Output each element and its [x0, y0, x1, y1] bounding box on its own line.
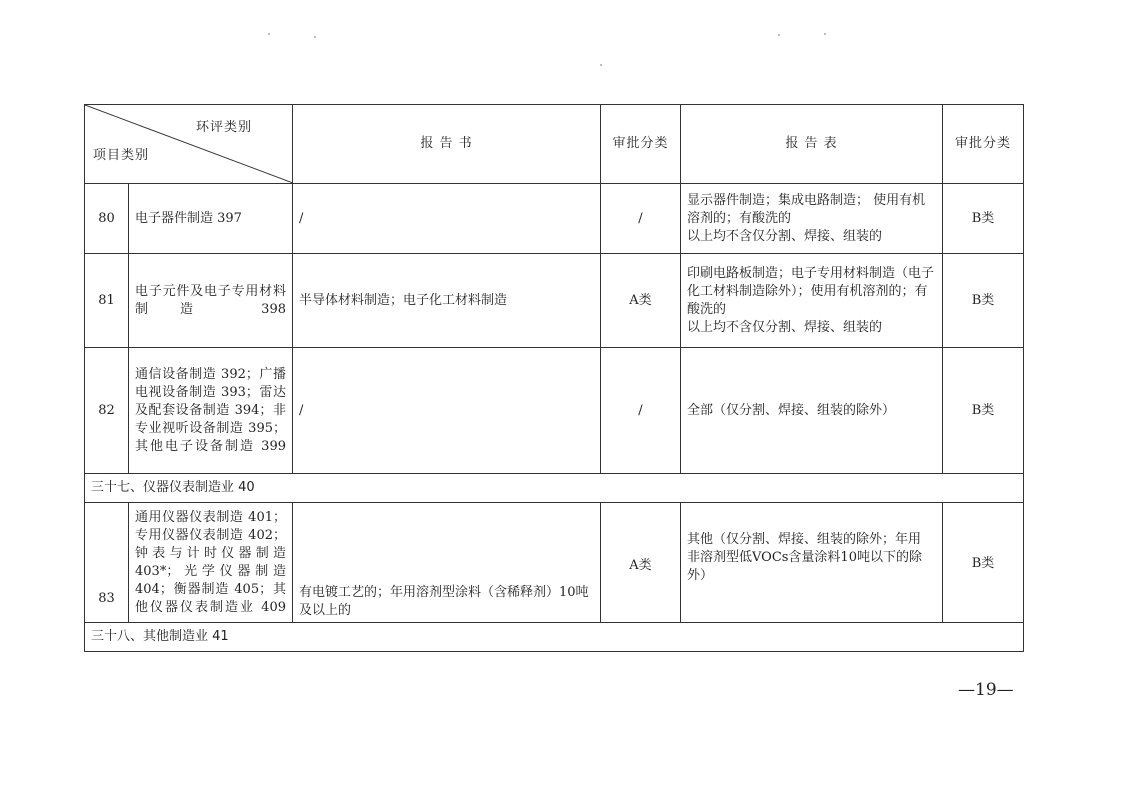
row-number: 81 [85, 254, 129, 348]
approval-class-form: B类 [943, 503, 1024, 623]
approval-class-book: / [601, 348, 681, 474]
approval-class-book: / [601, 184, 681, 254]
classification-table [84, 104, 1024, 652]
report-form-line: 以上均不含仅分割、焊接、组装的 [687, 228, 883, 244]
report-form-line: 外） [687, 568, 714, 583]
table-row [85, 254, 1024, 348]
header-report-form: 报 告 表 [681, 105, 943, 184]
scan-speck [600, 64, 602, 66]
approval-class-book: A类 [601, 254, 681, 348]
diagonal-line [85, 105, 293, 183]
report-form-line: 印刷电路板制造；电子专用材料制造（电子 [687, 265, 935, 281]
report-form-line: 其他（仅分割、焊接、组装的除外；年用 [687, 532, 922, 547]
approval-class-form: B类 [943, 184, 1024, 254]
header-project-category: 项目类别 [93, 148, 150, 163]
report-book-criteria: 有电镀工艺的；年用溶剂型涂料（含稀释剂）10吨及以上的 [293, 503, 601, 623]
report-book-criteria: / [293, 348, 601, 474]
header-approval-class-2: 审批分类 [943, 105, 1024, 184]
header-approval-class-1: 审批分类 [601, 105, 681, 184]
report-book-criteria: / [293, 184, 601, 254]
project-category: 通用仪器仪表制造 401；专用仪器仪表制造 402；钟表与计时仪器制造 403*；光学仪器制造 404；衡器制造 405；其他仪器仪表制造业 409 [129, 503, 293, 623]
approval-class-form: B类 [943, 348, 1024, 474]
report-form-line: 酸洗的 [687, 301, 727, 317]
report-form-criteria [681, 254, 943, 348]
row-number: 83 [85, 503, 129, 623]
report-form-line: 全部（仅分割、焊接、组装的除外） [687, 402, 896, 418]
classification-table-sheet [84, 104, 1023, 652]
report-form-criteria [681, 503, 943, 623]
page-number: —19— [958, 680, 1014, 700]
project-category: 通信设备制造 392；广播电视设备制造 393；雷达及配套设备制造 394；非专业视听设备制造 395；其他电子设备制造 399 [129, 348, 293, 474]
diagonal-header-cell [85, 105, 293, 184]
section-heading-row [85, 474, 1024, 503]
header-eia-category: 环评类别 [195, 120, 252, 135]
report-form-line: 显示器件制造；集成电路制造； 使用有机 [687, 192, 926, 208]
table-row [85, 348, 1024, 474]
report-form-line: 以上均不含仅分割、焊接、组装的 [687, 319, 883, 335]
header-report-book: 报 告 书 [293, 105, 601, 184]
report-form-line: 非溶剂型低VOCs含量涂料10吨以下的除 [687, 550, 922, 565]
table-row [85, 503, 1024, 623]
section-heading-row [85, 623, 1024, 652]
approval-class-book: A类 [601, 503, 681, 623]
scan-speck [824, 33, 826, 35]
project-category: 电子器件制造 397 [129, 184, 293, 254]
table-header-row [85, 105, 1024, 184]
scan-speck [778, 34, 780, 36]
scan-speck [268, 33, 270, 35]
report-form-line: 溶剂的；有酸洗的 [687, 210, 792, 226]
row-number: 82 [85, 348, 129, 474]
report-form-criteria [681, 184, 943, 254]
scan-speck [314, 36, 316, 38]
report-book-criteria: 半导体材料制造；电子化工材料制造 [293, 254, 601, 348]
section-heading: 三十七、仪器仪表制造业 40 [85, 474, 1024, 503]
row-number: 80 [85, 184, 129, 254]
table-row [85, 184, 1024, 254]
project-category: 电子元件及电子专用材料制造 398 [129, 254, 293, 348]
approval-class-form: B类 [943, 254, 1024, 348]
section-heading: 三十八、其他制造业 41 [85, 623, 1024, 652]
report-form-line: 化工材料制造除外）；使用有机溶剂的；有 [687, 283, 928, 299]
report-form-criteria [681, 348, 943, 474]
